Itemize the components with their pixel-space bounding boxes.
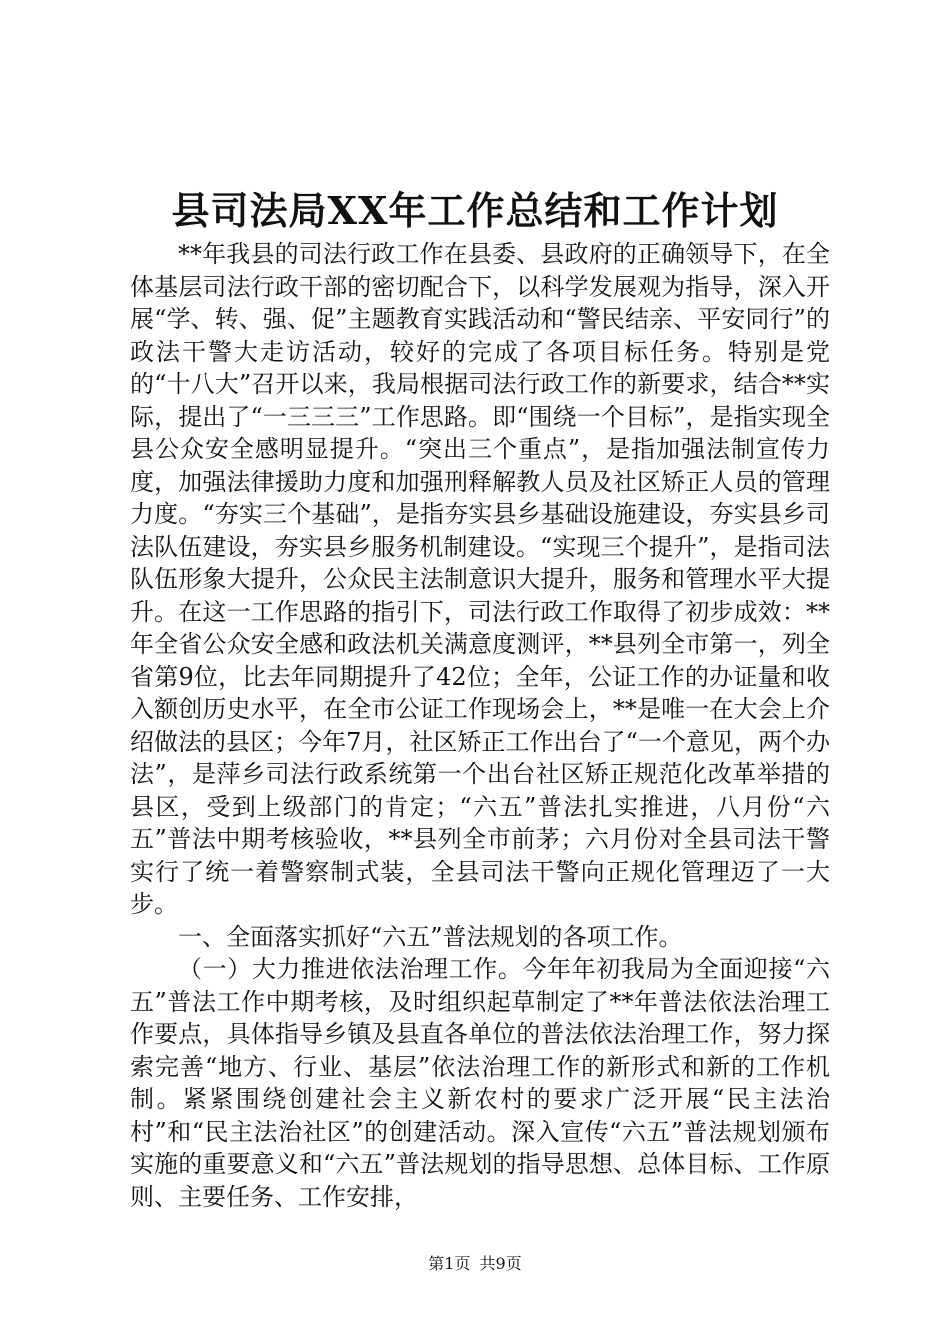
section-heading: 一、全面落实抓好“六五”普法规划的各项工作。 — [178, 922, 683, 951]
intro-paragraph: **年我县的司法行政工作在县委、县政府的正确领导下，在全体基层司法行政干部的密切配合下，以科学发展观为指导，深入开展“学、转、强、促”主题教育实践活动和“警民结亲、平安同行”的政法干警大走访活动，较好的完成了各项目标任务。特别是党的“十八大”召开以来，我局根据司法行政工作的新要求，结合**实际，提出了“一三三三”工作思路。即“围绕一个目标”，是指实现全县公众安全感明显提升。“突出三个重点”，是指加强法制宣传力度，加强法律援助力度和加强刑释解教人员及社区矫正人员的管理力度。“夯实三个基础”，是指夯实县乡基础设施建设，夯实县乡司法队伍建设，夯实县乡服务机制建设。“实现三个提升”，是指司法队伍形象大提升，公众民主法制意识大提升，服务和管理水平大提升。在这一工作思路的指引下，司法行政工作取得了初步成效：**年全省公众安全感和政法机关满意度测评，**县列全市第一，列全省第9位，比去年同期提升了42位；全年，公证工作的办证量和收入额创历史水平，在全市公证工作现场会上，**是唯一在大会上介绍做法的县区；今年7月，社区矫正工作出台了“一个意见，两个办法”，是萍乡司法行政系统第一个出台社区矫正规范化改革举措的县区，受到上级部门的肯定；“六五”普法扎实推进，八月份“六五”普法中期考核验收，**县列全市前茅；六月份对全县司法干警实行了统一着警察制式装，全县司法干警向正规化管理迈了一大步。 — [130, 240, 830, 918]
page-number: 第1页 — [428, 1254, 471, 1273]
document-title: 县司法局XX年工作总结和工作计划 — [171, 188, 779, 233]
page-footer — [0, 1253, 950, 1275]
document-body — [130, 238, 830, 1213]
page-total: 共9页 — [479, 1254, 522, 1273]
subsection-paragraph: （一）大力推进依法治理工作。今年年初我局为全面迎接“六五”普法工作中期考核，及时组织起草制定了**年普法依法治理工作要点，具体指导乡镇及县直各单位的普法依法治理工作，努力探索完善“地方、行业、基层”依法治理工作的新形式和新的工作机制。紧紧围绕创建社会主义新农村的要求广泛开展“民主法治村”和“民主法治社区”的创建活动。深入宣传“六五”普法规划颁布实施的重要意义和“六五”普法规划的指导思想、总体目标、工作原则、主要任务、工作安排， — [130, 955, 830, 1211]
